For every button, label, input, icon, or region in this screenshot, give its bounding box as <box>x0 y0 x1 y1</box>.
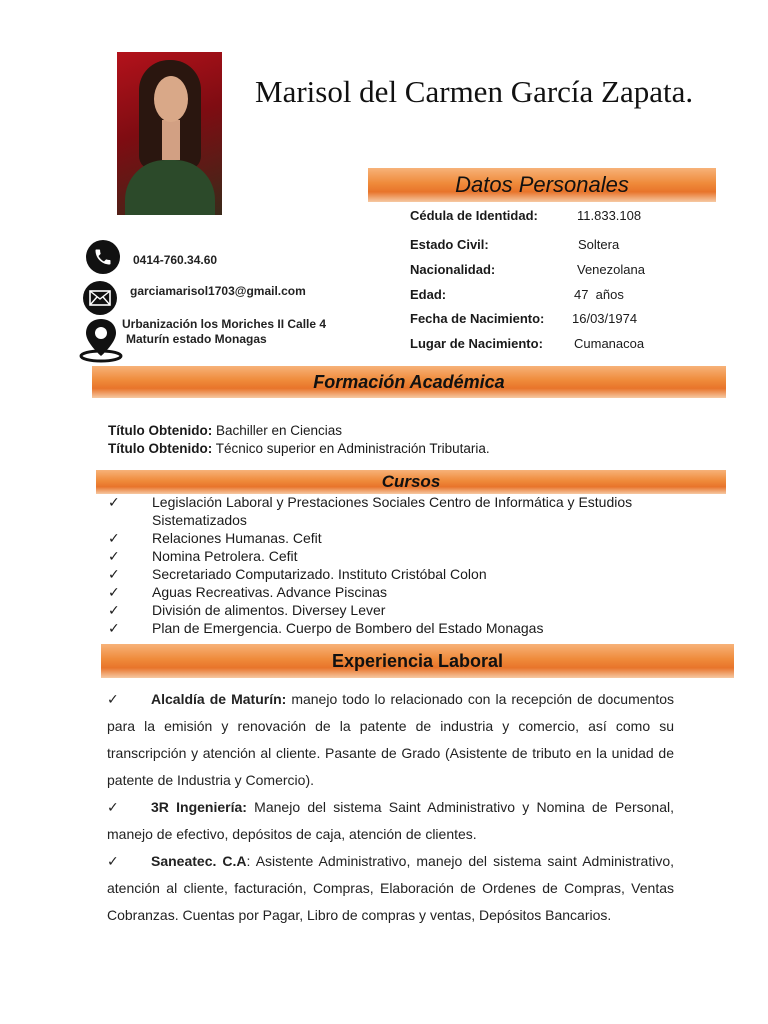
curso-item <box>108 529 708 547</box>
dp-value: Cumanacoa <box>574 336 645 351</box>
dp-value: Venezolana <box>577 262 645 277</box>
check-icon: ✓ <box>107 799 119 815</box>
curso-item <box>108 493 708 529</box>
dp-value: Soltera <box>578 237 620 252</box>
experiencia-heading <box>101 644 734 678</box>
cursos-title: Cursos <box>381 472 441 491</box>
curso-item <box>108 601 708 619</box>
curso-item <box>108 619 708 637</box>
formacion-title: Formación Académica <box>313 371 505 392</box>
formacion-item <box>108 422 490 440</box>
formacion-value: Técnico superior en Administración Tributaria. <box>215 441 490 456</box>
curso-item <box>108 547 708 565</box>
address-line-1: Urbanización los Moriches II Calle 4 <box>122 317 327 331</box>
experiencia-item <box>107 686 674 794</box>
experiencia-title: Experiencia Laboral <box>331 650 504 671</box>
check-icon: ✓ <box>108 494 120 510</box>
check-icon: ✓ <box>108 620 120 636</box>
profile-photo <box>117 52 222 215</box>
curso-text: Secretariado Computarizado. Instituto Cristóbal Colon <box>152 566 487 582</box>
phone-number[interactable]: 0414-760.34.60 <box>133 253 218 267</box>
curso-text: Relaciones Humanas. Cefit <box>152 530 322 546</box>
dp-label: Edad: <box>410 287 447 302</box>
formacion-list <box>108 422 490 458</box>
dp-label: Estado Civil: <box>410 237 489 252</box>
experiencia-text: manejo todo lo relacionado con la recepción de documentos para la emisión y renovación de la patente de industria y comercio, así como su transcripción y atención al cliente. Pasante de Grado (Asistente de tributo en la unidad de patente de Industria y Comercio). <box>107 691 674 788</box>
experiencia-item <box>107 794 674 848</box>
experiencia-company: Alcaldía de Maturín: <box>151 691 287 707</box>
check-icon: ✓ <box>108 602 120 618</box>
dp-label: Lugar de Nacimiento: <box>410 336 543 351</box>
dp-value: 47 años <box>574 287 624 302</box>
email-address[interactable]: garciamarisol1703@gmail.com <box>130 284 306 298</box>
address-line-2: Maturín estado Monagas <box>126 332 267 346</box>
formacion-label: Título Obtenido: <box>108 423 213 438</box>
curso-item <box>108 565 708 583</box>
dp-label: Nacionalidad: <box>410 262 496 277</box>
dp-label: Fecha de Nacimiento: <box>410 311 545 326</box>
datos-personales-title: Datos Personales <box>455 172 629 197</box>
check-icon: ✓ <box>108 584 120 600</box>
dp-value: 11.833.108 <box>577 208 642 223</box>
experiencia-company: 3R Ingeniería: <box>151 799 247 815</box>
formacion-heading <box>92 366 726 398</box>
experiencia-list <box>107 686 674 929</box>
formacion-item <box>108 440 490 458</box>
experiencia-text: Manejo del sistema Saint Administrativo y Nomina de Personal, manejo de efectivo, depósitos de caja, atención de clientes. <box>107 799 674 842</box>
curso-text: Aguas Recreativas. Advance Piscinas <box>152 584 388 600</box>
dp-value: 16/03/1974 <box>572 311 638 326</box>
cursos-list <box>108 493 708 637</box>
curso-text: Legislación Laboral y Prestaciones Sociales Centro de Informática y Estudios Sistematizados <box>152 494 633 528</box>
curso-text: Plan de Emergencia. Cuerpo de Bombero del Estado Monagas <box>152 620 544 636</box>
curso-text: División de alimentos. Diversey Lever <box>152 602 386 618</box>
experiencia-company: Saneatec. C.A <box>151 853 247 869</box>
check-icon: ✓ <box>107 853 119 869</box>
check-icon: ✓ <box>108 548 120 564</box>
experiencia-text: : Asistente Administrativo, manejo del sistema saint Administrativo, atención al cliente, facturación, Compras, Elaboración de Ordenes de Compras, Ventas Cobranzas. Cuentas por Pagar, Libro de compras y ventas, Depósitos Bancarios. <box>107 853 675 923</box>
curso-item <box>108 583 708 601</box>
phone-icon <box>86 240 120 274</box>
check-icon: ✓ <box>108 566 120 582</box>
formacion-value: Bachiller en Ciencias <box>216 423 343 438</box>
curso-text: Nomina Petrolera. Cefit <box>152 548 298 564</box>
dp-label: Cédula de Identidad: <box>410 208 538 223</box>
datos-personales-heading <box>368 168 716 202</box>
check-icon: ✓ <box>107 691 119 707</box>
formacion-label: Título Obtenido: <box>108 441 213 456</box>
experiencia-item <box>107 848 674 929</box>
candidate-name: Marisol del Carmen García Zapata. <box>255 74 694 109</box>
check-icon: ✓ <box>108 530 120 546</box>
location-pin-icon <box>78 316 124 364</box>
envelope-icon <box>83 281 117 315</box>
cursos-heading <box>96 470 726 494</box>
